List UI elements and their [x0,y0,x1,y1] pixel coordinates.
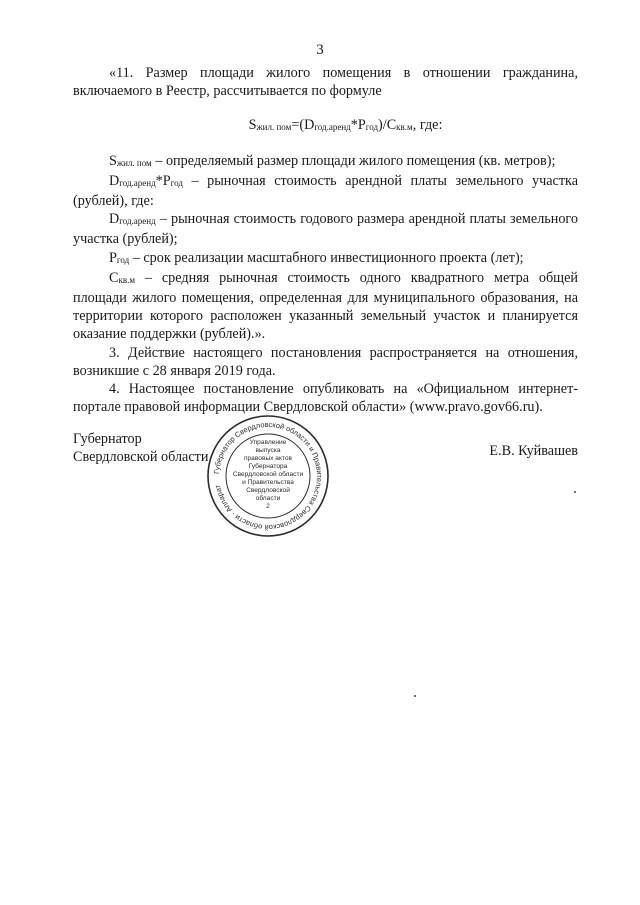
signatory-name: Е.В. Куйвашев [489,443,578,459]
official-seal [206,414,330,538]
svg-text:области: области [255,495,281,502]
signatory-title: Губернатор Свердловской области [73,431,209,466]
definition-dp: $D_{год.аренд}*P_{год}$ – рыночная стоимость арендной платы земельного участка (рублей), где: [73,172,578,210]
svg-text:2: 2 [266,503,270,510]
document-body [73,64,578,416]
svg-text:правовых актов: правовых актов [243,455,293,462]
svg-text:и Правительства: и Правительства [242,479,294,486]
scan-speck [574,491,576,493]
svg-text:Свердловской области: Свердловской области [232,471,304,478]
svg-text:Свердловской: Свердловской [246,487,290,494]
svg-text:Управление: Управление [249,439,287,446]
paragraph-11: «11. Размер площади жилого помещения в отношении гражданина, включаемого в Реестр, рассчитывается по формуле [73,65,578,100]
seal-ring-text: Губернатор Свердловской области и Правительства Свердловской области · Аппарат [212,419,325,533]
formula: $S_{жил. пом}=(D_{год.аренд}*P_{год})/C_{кв.м}$, где: [248,117,443,134]
svg-text:выпуска: выпуска [255,447,281,454]
paragraph-4: 4. Настоящее постановление опубликовать на «Официальном интернет-портале правовой информации Свердловской области» (www.pravo.gov66.ru). [73,381,578,416]
page-number: 3 [316,42,324,58]
paragraph-3: 3. Действие настоящего постановления распространяется на отношения, возникшие с 28 января 2019 года. [73,344,578,379]
definition-c: $C_{кв.м}$ – средняя рыночная стоимость одного квадратного метра общей площади жилого помещения, определенная для муниципального образования, на территории которого расположен указанный земельный участок и планируется оказание поддержки (рублей).». [73,269,578,343]
definition-p: $P_{год}$ – срок реализации масштабного инвестиционного проекта (лет); [109,249,524,266]
scan-speck [414,695,416,697]
svg-text:Губернатора: Губернатора [248,463,288,470]
definition-s: $S_{жил. пом}$ – определяемый размер площади жилого помещения (кв. метров); [109,152,556,169]
definition-d: $D_{год.аренд}$ – рыночная стоимость годового размера арендной платы земельного участка (рублей); [73,211,578,248]
